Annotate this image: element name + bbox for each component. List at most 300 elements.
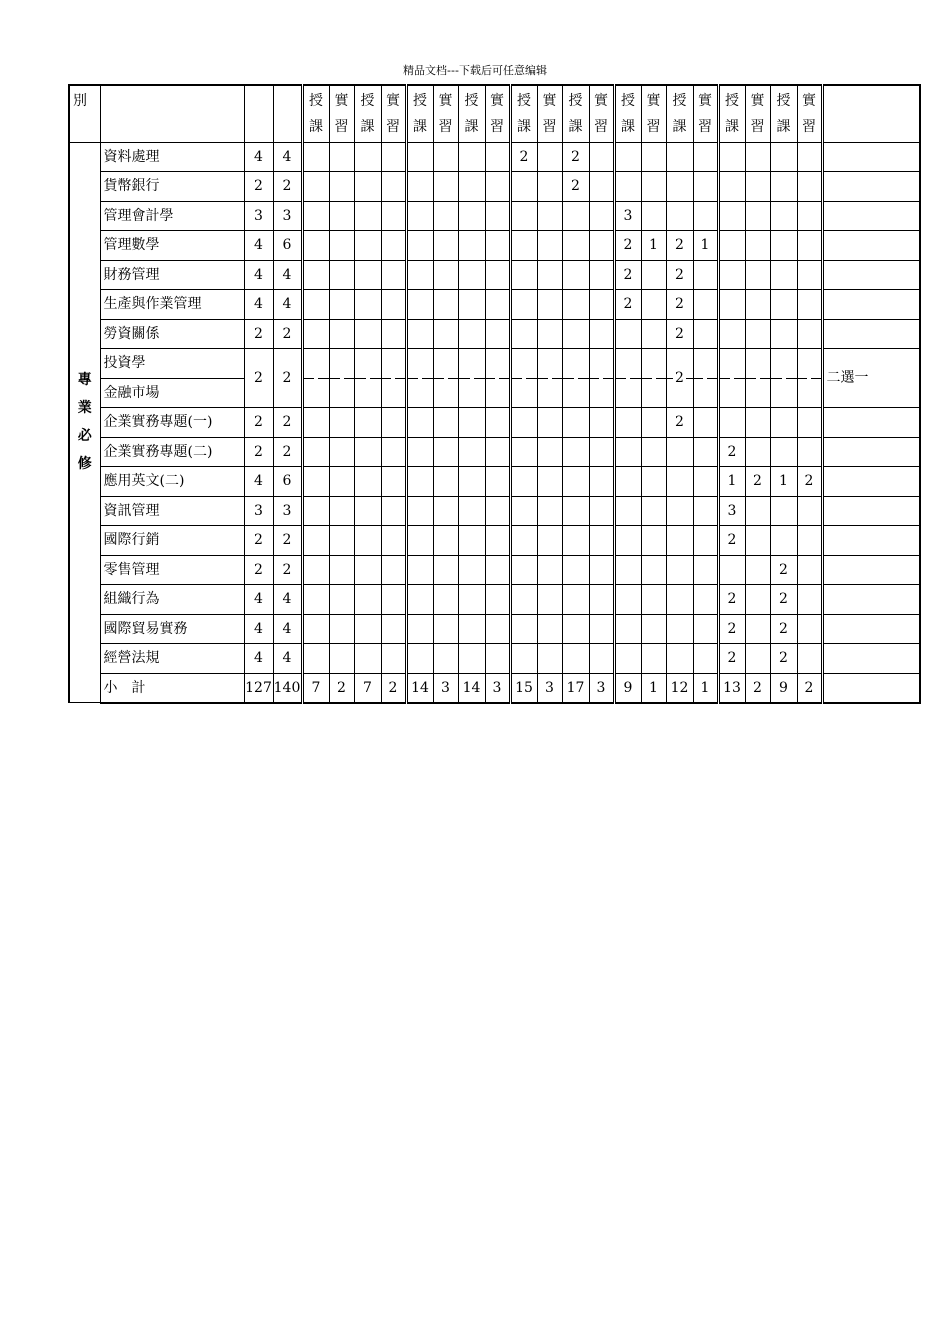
hours-cell: 1 — [770, 467, 797, 497]
hours-cell — [485, 260, 510, 290]
hours-cell — [666, 467, 693, 497]
header-type-label: 授課 — [309, 93, 323, 135]
course-name: 管理會計學 — [100, 201, 244, 231]
subtotal-cell: 2 — [745, 673, 770, 703]
hours-cell — [354, 319, 381, 349]
hours-cell — [302, 201, 329, 231]
hours-cell — [510, 290, 537, 320]
hours-cell — [770, 408, 797, 438]
note-cell — [822, 408, 920, 438]
hours-cell — [433, 496, 458, 526]
header-type-label: 實習 — [386, 93, 400, 135]
note-cell — [822, 260, 920, 290]
hours-cell — [458, 408, 485, 438]
hours-cell — [510, 496, 537, 526]
header-type-cell — [433, 85, 458, 142]
hours-cell — [354, 437, 381, 467]
hours-cell: 2 — [562, 172, 589, 202]
hours-value — [782, 370, 786, 386]
header-type-cell — [302, 85, 329, 142]
hours-cell — [614, 555, 641, 585]
course-name: 貨幣銀行 — [100, 172, 244, 202]
hours-cell — [433, 260, 458, 290]
note-cell — [822, 201, 920, 231]
hours-cell — [614, 437, 641, 467]
hours-cell — [406, 526, 433, 556]
hours-cell — [485, 231, 510, 261]
hours-cell — [797, 496, 822, 526]
hours-cell — [797, 555, 822, 585]
hours-cell — [510, 260, 537, 290]
hours-cell — [693, 467, 718, 497]
hours-cell — [589, 142, 614, 172]
header-type-cell — [562, 85, 589, 142]
header-note-cell — [822, 85, 920, 142]
hours-cell — [614, 496, 641, 526]
hours-cell — [381, 614, 406, 644]
subtotal-cell: 17 — [562, 673, 589, 703]
course-hours: 2 — [273, 319, 302, 349]
subtotal-row — [69, 673, 920, 703]
course-hours: 2 — [273, 437, 302, 467]
hours-cell — [718, 172, 745, 202]
hours-cell — [329, 644, 354, 674]
hours-cell — [745, 496, 770, 526]
header-type-label: 授課 — [621, 93, 635, 135]
hours-cell — [329, 349, 354, 408]
hours-cell: 2 — [666, 408, 693, 438]
hours-cell — [718, 142, 745, 172]
hours-cell: 1 — [641, 231, 666, 261]
hours-cell — [797, 142, 822, 172]
hours-cell: 2 — [745, 467, 770, 497]
header-type-label: 實習 — [698, 93, 712, 135]
hours-cell — [329, 260, 354, 290]
hours-cell — [641, 408, 666, 438]
hours-cell: 2 — [614, 231, 641, 261]
table-row — [69, 201, 920, 231]
hours-cell — [458, 260, 485, 290]
hours-cell — [641, 496, 666, 526]
hours-cell — [485, 408, 510, 438]
header-type-cell — [537, 85, 562, 142]
hours-cell — [354, 408, 381, 438]
hours-cell — [614, 142, 641, 172]
hours-value — [340, 370, 344, 386]
hours-cell — [485, 142, 510, 172]
hours-value — [730, 370, 734, 386]
course-name: 經營法規 — [100, 644, 244, 674]
subtotal-cell: 9 — [770, 673, 797, 703]
hours-cell — [458, 201, 485, 231]
hours-cell — [770, 142, 797, 172]
table-row — [69, 496, 920, 526]
note-cell — [822, 437, 920, 467]
hours-cell — [302, 172, 329, 202]
hours-cell — [302, 526, 329, 556]
header-type-cell — [329, 85, 354, 142]
hours-cell — [745, 201, 770, 231]
hours-cell — [589, 260, 614, 290]
hours-cell — [433, 142, 458, 172]
hours-cell: 2 — [614, 290, 641, 320]
hours-cell — [302, 585, 329, 615]
hours-cell — [745, 172, 770, 202]
hours-cell — [302, 408, 329, 438]
hours-cell — [693, 408, 718, 438]
hours-cell — [458, 614, 485, 644]
course-credits: 4 — [244, 614, 273, 644]
hours-cell — [797, 437, 822, 467]
course-hours: 2 — [273, 408, 302, 438]
hours-cell — [641, 142, 666, 172]
header-type-cell — [485, 85, 510, 142]
hours-cell — [354, 555, 381, 585]
hours-cell — [329, 201, 354, 231]
course-name: 金融市場 — [100, 378, 244, 408]
hours-cell — [354, 260, 381, 290]
hours-cell — [745, 142, 770, 172]
hours-cell — [797, 526, 822, 556]
hours-cell — [693, 644, 718, 674]
hours-cell — [329, 467, 354, 497]
hours-cell: 2 — [718, 437, 745, 467]
hours-cell — [406, 496, 433, 526]
hours-cell — [381, 319, 406, 349]
table-row — [69, 349, 920, 379]
hours-cell — [537, 201, 562, 231]
hours-cell — [745, 585, 770, 615]
subtotal-cell: 7 — [354, 673, 381, 703]
hours-cell — [614, 319, 641, 349]
course-hours: 4 — [273, 644, 302, 674]
note-cell — [822, 496, 920, 526]
hours-cell — [406, 290, 433, 320]
note-cell — [822, 142, 920, 172]
table-row — [69, 526, 920, 556]
hours-cell: 2 — [770, 555, 797, 585]
hours-cell — [770, 172, 797, 202]
course-hours: 3 — [273, 201, 302, 231]
hours-cell — [666, 349, 693, 408]
hours-cell: 2 — [666, 319, 693, 349]
hours-cell — [589, 349, 614, 408]
hours-cell — [537, 496, 562, 526]
hours-cell — [406, 260, 433, 290]
hours-cell — [745, 319, 770, 349]
header-type-cell — [641, 85, 666, 142]
hours-cell — [666, 614, 693, 644]
course-name: 企業實務專題(一) — [100, 408, 244, 438]
hours-cell — [485, 585, 510, 615]
hours-cell — [458, 290, 485, 320]
course-name: 零售管理 — [100, 555, 244, 585]
hours-cell — [510, 437, 537, 467]
hours-cell — [589, 526, 614, 556]
hours-value — [756, 370, 760, 386]
subtotal-cell: 3 — [537, 673, 562, 703]
hours-cell — [302, 142, 329, 172]
header-credits-cell — [244, 85, 273, 142]
note-cell — [822, 526, 920, 556]
course-credits: 2 — [244, 555, 273, 585]
hours-cell — [381, 585, 406, 615]
hours-cell — [433, 526, 458, 556]
hours-cell — [433, 585, 458, 615]
hours-cell — [329, 408, 354, 438]
hours-cell — [406, 614, 433, 644]
hours-cell — [302, 644, 329, 674]
header-type-label: 實習 — [750, 93, 765, 135]
hours-cell — [433, 349, 458, 408]
hours-cell — [406, 437, 433, 467]
hours-cell — [354, 467, 381, 497]
hours-cell — [562, 585, 589, 615]
hours-cell — [302, 555, 329, 585]
subtotal-label: 小 計 — [100, 673, 244, 703]
hours-cell — [562, 290, 589, 320]
hours-value: 2 — [675, 370, 684, 386]
hours-cell — [302, 290, 329, 320]
hours-cell — [381, 231, 406, 261]
hours-cell — [641, 526, 666, 556]
hours-cell — [641, 349, 666, 408]
hours-cell — [770, 260, 797, 290]
hours-cell — [329, 172, 354, 202]
subtotal-cell: 3 — [589, 673, 614, 703]
hours-cell — [510, 201, 537, 231]
hours-cell — [562, 467, 589, 497]
hours-cell — [745, 526, 770, 556]
hours-cell — [770, 231, 797, 261]
hours-cell — [666, 644, 693, 674]
hours-value — [626, 370, 630, 386]
hours-cell — [641, 644, 666, 674]
hours-cell — [406, 349, 433, 408]
hours-cell — [797, 201, 822, 231]
hours-cell — [458, 496, 485, 526]
hours-cell — [537, 142, 562, 172]
subtotal-cell: 12 — [666, 673, 693, 703]
hours-cell — [354, 349, 381, 408]
hours-cell — [406, 201, 433, 231]
hours-cell — [302, 496, 329, 526]
hours-cell — [381, 408, 406, 438]
header-type-label: 授課 — [725, 93, 739, 135]
hours-cell — [718, 408, 745, 438]
hours-cell — [770, 349, 797, 408]
hours-cell — [770, 290, 797, 320]
hours-cell — [302, 319, 329, 349]
hours-cell — [485, 437, 510, 467]
hours-cell — [537, 555, 562, 585]
header-type-label: 實習 — [594, 93, 608, 135]
hours-cell — [745, 231, 770, 261]
hours-cell — [354, 644, 381, 674]
table-row — [69, 319, 920, 349]
table-row — [69, 408, 920, 438]
hours-cell — [537, 526, 562, 556]
hours-cell — [510, 526, 537, 556]
hours-cell — [302, 349, 329, 408]
header-type-label: 實習 — [490, 93, 504, 135]
table-row — [69, 614, 920, 644]
subtotal-cell: 2 — [381, 673, 406, 703]
subtotal-cell: 3 — [433, 673, 458, 703]
hours-cell — [381, 496, 406, 526]
note-cell — [822, 644, 920, 674]
course-name: 國際行銷 — [100, 526, 244, 556]
header-type-cell — [381, 85, 406, 142]
hours-value — [418, 370, 422, 386]
hours-cell — [537, 349, 562, 408]
hours-cell — [510, 172, 537, 202]
header-type-cell — [354, 85, 381, 142]
hours-cell — [797, 408, 822, 438]
hours-cell — [433, 467, 458, 497]
course-name: 勞資關係 — [100, 319, 244, 349]
hours-cell: 2 — [666, 231, 693, 261]
course-hours: 4 — [273, 585, 302, 615]
table-row — [69, 555, 920, 585]
hours-cell — [537, 260, 562, 290]
hours-cell — [718, 555, 745, 585]
hours-cell — [589, 172, 614, 202]
course-credits: 4 — [244, 585, 273, 615]
hours-cell — [745, 349, 770, 408]
hours-cell — [433, 290, 458, 320]
header-type-label: 授課 — [517, 93, 531, 135]
hours-cell — [329, 437, 354, 467]
hours-cell — [458, 585, 485, 615]
hours-cell — [381, 172, 406, 202]
hours-cell — [433, 408, 458, 438]
hours-cell — [510, 349, 537, 408]
hours-cell — [718, 319, 745, 349]
hours-cell: 2 — [718, 644, 745, 674]
hours-cell: 2 — [666, 260, 693, 290]
hours-cell — [641, 290, 666, 320]
course-hours: 2 — [273, 172, 302, 202]
hours-value — [522, 370, 526, 386]
course-hours: 4 — [273, 614, 302, 644]
hours-cell: 2 — [770, 644, 797, 674]
course-name: 資料處理 — [100, 142, 244, 172]
hours-cell — [693, 260, 718, 290]
hours-cell: 2 — [562, 142, 589, 172]
hours-value — [391, 370, 395, 386]
hours-cell — [693, 349, 718, 408]
header-category-cell: 別 — [69, 85, 100, 142]
header-type-label: 授課 — [672, 93, 687, 135]
header-type-label: 實習 — [646, 93, 661, 135]
category-cell — [69, 142, 100, 703]
hours-cell — [302, 260, 329, 290]
subtotal-cell: 13 — [718, 673, 745, 703]
course-table — [68, 84, 921, 704]
table-row — [69, 142, 920, 172]
hours-cell — [693, 614, 718, 644]
hours-cell — [718, 290, 745, 320]
header-type-label: 授課 — [776, 93, 791, 135]
hours-cell — [329, 319, 354, 349]
table-row — [69, 290, 920, 320]
hours-cell — [589, 319, 614, 349]
hours-cell — [614, 644, 641, 674]
hours-cell — [381, 349, 406, 408]
course-credits: 4 — [244, 231, 273, 261]
note-cell — [822, 555, 920, 585]
hours-cell — [770, 437, 797, 467]
note-cell — [822, 231, 920, 261]
hours-cell — [406, 319, 433, 349]
hours-cell — [666, 526, 693, 556]
note-cell — [822, 319, 920, 349]
hours-cell — [562, 349, 589, 408]
hours-cell — [589, 408, 614, 438]
course-credits: 4 — [244, 260, 273, 290]
hours-cell — [693, 290, 718, 320]
header-hours-cell — [273, 85, 302, 142]
hours-cell — [562, 231, 589, 261]
hours-cell — [589, 644, 614, 674]
course-credits: 2 — [244, 319, 273, 349]
header-row — [69, 85, 920, 142]
hours-cell — [797, 319, 822, 349]
header-type-cell — [589, 85, 614, 142]
hours-cell — [770, 496, 797, 526]
subtotal-cell: 2 — [329, 673, 354, 703]
hours-cell — [537, 408, 562, 438]
hours-cell — [745, 290, 770, 320]
hours-cell — [485, 349, 510, 408]
hours-cell — [745, 644, 770, 674]
hours-cell — [354, 290, 381, 320]
course-hours: 2 — [273, 349, 302, 408]
hours-cell — [718, 260, 745, 290]
course-name: 投資學 — [100, 349, 244, 379]
hours-cell — [745, 555, 770, 585]
hours-cell — [381, 437, 406, 467]
hours-cell — [797, 260, 822, 290]
hours-cell — [745, 614, 770, 644]
hours-cell — [329, 526, 354, 556]
hours-cell — [614, 349, 641, 408]
hours-cell — [562, 260, 589, 290]
hours-cell — [329, 614, 354, 644]
hours-cell — [458, 349, 485, 408]
hours-cell — [433, 201, 458, 231]
subtotal-cell: 14 — [458, 673, 485, 703]
hours-cell — [485, 172, 510, 202]
subtotal-cell: 9 — [614, 673, 641, 703]
hours-cell: 2 — [797, 467, 822, 497]
course-credits: 2 — [244, 172, 273, 202]
course-credits: 3 — [244, 201, 273, 231]
note-cell — [822, 614, 920, 644]
hours-cell — [562, 201, 589, 231]
header-type-label: 實習 — [334, 93, 349, 135]
subtotal-cell: 7 — [302, 673, 329, 703]
hours-cell — [562, 408, 589, 438]
hours-cell — [537, 290, 562, 320]
hours-cell — [433, 644, 458, 674]
header-type-cell — [510, 85, 537, 142]
hours-cell — [614, 585, 641, 615]
hours-cell — [589, 614, 614, 644]
hours-cell — [433, 172, 458, 202]
hours-cell — [329, 585, 354, 615]
